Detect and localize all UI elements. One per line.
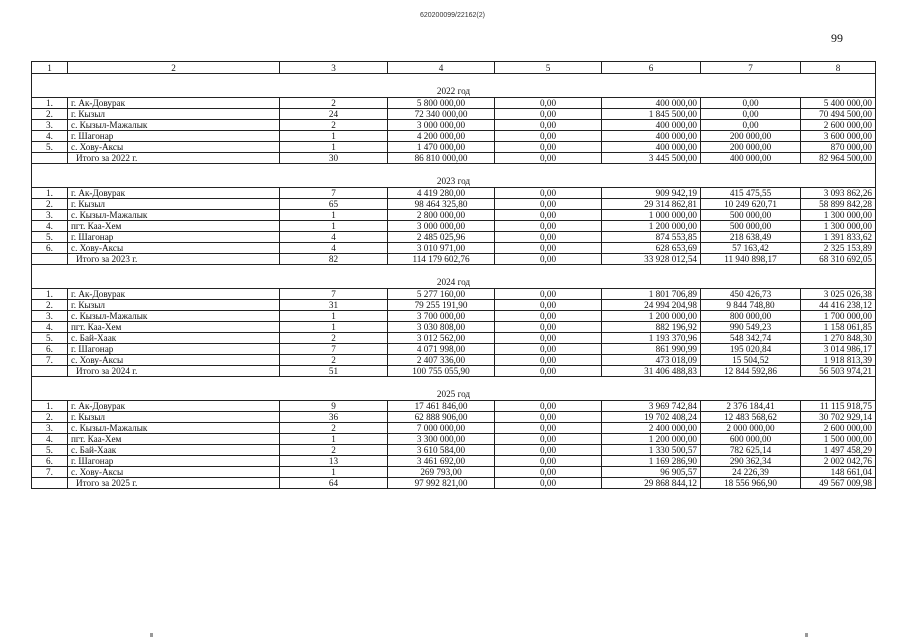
table-cell: 1 [280,311,388,322]
table-row [32,456,876,467]
table-cell: 2. [32,412,68,423]
column-header: 2 [68,62,280,74]
table-cell: 909 942,19 [602,188,701,199]
table-cell: 29 314 862,81 [602,199,701,210]
table-row [32,199,876,210]
table-cell: 882 196,92 [602,322,701,333]
table-cell: 1 200 000,00 [602,311,701,322]
table-row [32,333,876,344]
table-cell: 874 553,85 [602,232,701,243]
table-cell: 1 497 458,29 [801,445,876,456]
table-cell: 72 340 000,00 [388,109,495,120]
total-cell: 0,00 [495,478,602,489]
table-cell [32,366,68,377]
table-cell: 11 115 918,75 [801,401,876,412]
table-cell: 70 494 500,00 [801,109,876,120]
document-code: 620200099/22162(2) [419,12,485,19]
table-cell: 2. [32,199,68,210]
table-cell: 195 020,84 [701,344,801,355]
table-cell: 1 [280,210,388,221]
table-cell: 2 376 184,41 [701,401,801,412]
table-cell: 1 000 000,00 [602,210,701,221]
table-row [32,467,876,478]
total-row [32,478,876,489]
table-cell: 0,00 [495,221,602,232]
table-cell: с. Хову-Аксы [68,142,280,153]
table-cell: 12 483 568,62 [701,412,801,423]
table-row [32,289,876,300]
table-cell: г. Ак-Довурак [68,188,280,199]
table-cell: 98 464 325,80 [388,199,495,210]
table-row [32,445,876,456]
table-cell: 0,00 [495,456,602,467]
table-cell: г. Ак-Довурак [68,401,280,412]
table-cell: 24 [280,109,388,120]
table-cell: 10 249 620,71 [701,199,801,210]
table-cell: с. Бай-Хаак [68,445,280,456]
column-header: 6 [602,62,701,74]
total-cell: 64 [280,478,388,489]
table-cell: 31 [280,300,388,311]
table-cell: 0,00 [495,412,602,423]
table-row [32,188,876,199]
table-cell: 1 801 706,89 [602,289,701,300]
table-cell: 1 169 286,90 [602,456,701,467]
table-cell: 400 000,00 [602,142,701,153]
table-cell: 65 [280,199,388,210]
year-heading: 2025 год [32,377,876,401]
table-cell: 0,00 [495,188,602,199]
table-cell: 290 362,34 [701,456,801,467]
table-row [32,243,876,254]
table-cell: 4 [280,232,388,243]
year-heading: 2022 год [32,74,876,98]
table-cell: 0,00 [495,445,602,456]
column-header: 3 [280,62,388,74]
table-cell: 7 [280,344,388,355]
table-row [32,322,876,333]
total-cell: 100 755 055,90 [388,366,495,377]
table-cell: 96 905,57 [602,467,701,478]
table-cell: 13 [280,456,388,467]
table-cell: 4. [32,434,68,445]
table-cell: 400 000,00 [602,120,701,131]
table-cell: 0,00 [701,109,801,120]
table-cell: 1 500 000,00 [801,434,876,445]
table-cell: 15 504,52 [701,355,801,366]
year-section-row [32,377,876,401]
table-cell: 218 638,49 [701,232,801,243]
table-cell: 0,00 [495,467,602,478]
table-cell: 990 549,23 [701,322,801,333]
total-cell: 11 940 898,17 [701,254,801,265]
table-cell: 1 [280,142,388,153]
table-cell: с. Бай-Хаак [68,333,280,344]
column-header: 5 [495,62,602,74]
table-cell: 3. [32,120,68,131]
total-label: Итого за 2025 г. [68,478,280,489]
table-cell: с. Кызыл-Мажалык [68,120,280,131]
table-cell: 3 014 986,17 [801,344,876,355]
table-cell: г. Шагонар [68,131,280,142]
total-cell: 51 [280,366,388,377]
table-cell: 1 330 500,57 [602,445,701,456]
table-cell: 200 000,00 [701,142,801,153]
table-cell: 2 [280,445,388,456]
column-header: 8 [801,62,876,74]
table-cell: 2. [32,109,68,120]
table-cell: 782 625,14 [701,445,801,456]
table-cell: 7. [32,355,68,366]
table-cell: 1 [280,322,388,333]
table-cell: 1 918 813,39 [801,355,876,366]
table-cell: 1 [280,131,388,142]
table-cell: 1 193 370,96 [602,333,701,344]
table-row [32,120,876,131]
table-cell: пгт. Каа-Хем [68,221,280,232]
table-cell: 0,00 [495,434,602,445]
table-cell: 36 [280,412,388,423]
table-cell: 6. [32,344,68,355]
table-cell: 0,00 [495,232,602,243]
table-cell: 0,00 [495,322,602,333]
table-cell: г. Кызыл [68,412,280,423]
table-cell: 79 255 191,90 [388,300,495,311]
scan-mark [150,633,153,637]
column-header: 7 [701,62,801,74]
total-cell: 86 810 000,00 [388,153,495,164]
table-cell: 3. [32,423,68,434]
table-cell: с. Хову-Аксы [68,467,280,478]
table-cell: 3 030 808,00 [388,322,495,333]
table-cell [32,478,68,489]
table-header-row [32,62,876,74]
table-cell: 2 485 025,96 [388,232,495,243]
table-cell: 2 407 336,00 [388,355,495,366]
table-row [32,131,876,142]
table-cell: 7. [32,467,68,478]
year-section-row [32,74,876,98]
table-cell: 2 000 000,00 [701,423,801,434]
total-cell: 30 [280,153,388,164]
total-cell: 0,00 [495,254,602,265]
table-cell: 6. [32,243,68,254]
table-row [32,423,876,434]
table-row [32,412,876,423]
total-cell: 18 556 966,90 [701,478,801,489]
table-cell: 600 000,00 [701,434,801,445]
table-cell: 3 010 971,00 [388,243,495,254]
table-cell: 500 000,00 [701,221,801,232]
table-cell: 3 700 000,00 [388,311,495,322]
table-cell: 0,00 [495,289,602,300]
table-cell: 1 [280,221,388,232]
table-cell: 9 844 748,80 [701,300,801,311]
table-row [32,109,876,120]
table-cell: 473 018,09 [602,355,701,366]
table-cell: 1 158 061,85 [801,322,876,333]
table-cell: с. Хову-Аксы [68,243,280,254]
table-cell [32,153,68,164]
table-row [32,142,876,153]
table-cell: г. Кызыл [68,109,280,120]
table-cell: 400 000,00 [602,131,701,142]
total-cell: 56 503 974,21 [801,366,876,377]
table-cell: 0,00 [495,243,602,254]
table-cell: 1 391 833,62 [801,232,876,243]
table-cell: 17 461 846,00 [388,401,495,412]
table-cell: пгт. Каа-Хем [68,322,280,333]
table-row [32,355,876,366]
table-cell: 62 888 906,00 [388,412,495,423]
column-header: 4 [388,62,495,74]
table-cell [32,254,68,265]
total-cell: 114 179 602,76 [388,254,495,265]
table-cell: 415 475,55 [701,188,801,199]
table-cell: 5. [32,333,68,344]
table-cell: 1 700 000,00 [801,311,876,322]
table-cell: 0,00 [495,210,602,221]
table-cell: 0,00 [495,344,602,355]
table-cell: 2 [280,333,388,344]
table-cell: 1. [32,401,68,412]
table-cell: 3 300 000,00 [388,434,495,445]
total-cell: 3 445 500,00 [602,153,701,164]
table-cell: 0,00 [495,131,602,142]
table-cell: 3 000 000,00 [388,221,495,232]
table-cell: 500 000,00 [701,210,801,221]
table-cell: г. Ак-Довурак [68,98,280,109]
total-cell: 12 844 592,86 [701,366,801,377]
table-cell: 0,00 [495,355,602,366]
table-row [32,221,876,232]
table-cell: 1 [280,467,388,478]
table-cell: 1. [32,98,68,109]
column-header: 1 [32,62,68,74]
total-label: Итого за 2022 г. [68,153,280,164]
table-cell: 3. [32,311,68,322]
table-cell: 57 163,42 [701,243,801,254]
table-cell: 4. [32,322,68,333]
year-section-row [32,265,876,289]
table-cell: г. Ак-Довурак [68,289,280,300]
table-cell: 0,00 [701,98,801,109]
table-cell: 0,00 [701,120,801,131]
table-cell: 3 025 026,38 [801,289,876,300]
total-row [32,153,876,164]
table-cell: 4 200 000,00 [388,131,495,142]
data-table [31,61,876,489]
table-cell: 2 002 042,76 [801,456,876,467]
table-row [32,232,876,243]
total-cell: 82 964 500,00 [801,153,876,164]
total-row [32,366,876,377]
table-cell: 0,00 [495,98,602,109]
table-cell: с. Кызыл-Мажалык [68,423,280,434]
scan-mark [805,633,808,637]
table-cell: 200 000,00 [701,131,801,142]
table-cell: 5. [32,445,68,456]
table-cell: с. Кызыл-Мажалык [68,311,280,322]
total-cell: 49 567 009,98 [801,478,876,489]
table-row [32,344,876,355]
total-cell: 82 [280,254,388,265]
table-row [32,401,876,412]
table-row [32,300,876,311]
table-cell: 1. [32,289,68,300]
table-cell: 2 600 000,00 [801,423,876,434]
table-cell: 1 845 500,00 [602,109,701,120]
table-cell: 5 400 000,00 [801,98,876,109]
table-cell: 0,00 [495,333,602,344]
table-cell: 3 000 000,00 [388,120,495,131]
table-cell: 7 [280,289,388,300]
table-cell: 0,00 [495,311,602,322]
table-cell: 7 000 000,00 [388,423,495,434]
table-cell: 0,00 [495,300,602,311]
table-cell: 3 461 692,00 [388,456,495,467]
table-cell: 1 200 000,00 [602,434,701,445]
table-cell: 44 416 238,12 [801,300,876,311]
table-cell: 3 600 000,00 [801,131,876,142]
table-cell: пгт. Каа-Хем [68,434,280,445]
table-cell: 2 [280,355,388,366]
table-cell: 800 000,00 [701,311,801,322]
table-cell: с. Хову-Аксы [68,355,280,366]
table-row [32,210,876,221]
table-cell: 870 000,00 [801,142,876,153]
table-cell: 30 702 929,14 [801,412,876,423]
table-cell: 3 093 862,26 [801,188,876,199]
year-section-row [32,164,876,188]
table-cell: 0,00 [495,120,602,131]
table-row [32,434,876,445]
table-cell: 450 426,73 [701,289,801,300]
table-cell: 1 470 000,00 [388,142,495,153]
table-cell: 3 610 584,00 [388,445,495,456]
page-number: 99 [831,31,843,45]
table-cell: 0,00 [495,401,602,412]
table-cell: 24 226,39 [701,467,801,478]
table-cell: 1 300 000,00 [801,210,876,221]
table-cell: 2 325 153,89 [801,243,876,254]
table-cell: 2 [280,120,388,131]
table-cell: 1 300 000,00 [801,221,876,232]
table-cell: 4 071 998,00 [388,344,495,355]
total-cell: 97 992 821,00 [388,478,495,489]
table-row [32,98,876,109]
table-cell: 400 000,00 [602,98,701,109]
table-cell: 24 994 204,98 [602,300,701,311]
table-cell: 148 661,04 [801,467,876,478]
table-cell: 2 [280,423,388,434]
total-cell: 400 000,00 [701,153,801,164]
table-cell: г. Кызыл [68,199,280,210]
total-label: Итого за 2023 г. [68,254,280,265]
total-label: Итого за 2024 г. [68,366,280,377]
table-cell: 3. [32,210,68,221]
table-cell: 548 342,74 [701,333,801,344]
table-cell: 0,00 [495,199,602,210]
table-cell: 0,00 [495,423,602,434]
table-cell: 19 702 408,24 [602,412,701,423]
table-cell: 1 200 000,00 [602,221,701,232]
total-cell: 0,00 [495,153,602,164]
table-cell: 0,00 [495,142,602,153]
table-cell: 2. [32,300,68,311]
table-cell: 269 793,00 [388,467,495,478]
year-heading: 2024 год [32,265,876,289]
total-cell: 31 406 488,83 [602,366,701,377]
table-cell: 861 990,99 [602,344,701,355]
table-cell: 58 899 842,28 [801,199,876,210]
table-cell: 4. [32,131,68,142]
total-cell: 33 928 012,54 [602,254,701,265]
table-cell: г. Шагонар [68,344,280,355]
total-cell: 29 868 844,12 [602,478,701,489]
table-cell: 2 800 000,00 [388,210,495,221]
table-cell: 2 [280,98,388,109]
table-cell: 3 012 562,00 [388,333,495,344]
table-cell: 2 600 000,00 [801,120,876,131]
table-cell: 1 [280,434,388,445]
table-cell: 6. [32,456,68,467]
table-cell: 2 400 000,00 [602,423,701,434]
table-cell: 0,00 [495,109,602,120]
table-cell: 628 653,69 [602,243,701,254]
table-cell: 5. [32,232,68,243]
table-cell: 1 270 848,30 [801,333,876,344]
table-cell: г. Шагонар [68,232,280,243]
table-cell: 1. [32,188,68,199]
total-cell: 68 310 692,05 [801,254,876,265]
table-cell: 5 277 160,00 [388,289,495,300]
year-heading: 2023 год [32,164,876,188]
table-row [32,311,876,322]
table-cell: 9 [280,401,388,412]
total-cell: 0,00 [495,366,602,377]
total-row [32,254,876,265]
table-cell: 5. [32,142,68,153]
table-cell: г. Шагонар [68,456,280,467]
table-cell: с. Кызыл-Мажалык [68,210,280,221]
table-cell: 4 [280,243,388,254]
table-cell: 4. [32,221,68,232]
table-cell: 7 [280,188,388,199]
table-cell: 5 800 000,00 [388,98,495,109]
table-cell: г. Кызыл [68,300,280,311]
table-cell: 3 969 742,84 [602,401,701,412]
table-cell: 4 419 280,00 [388,188,495,199]
